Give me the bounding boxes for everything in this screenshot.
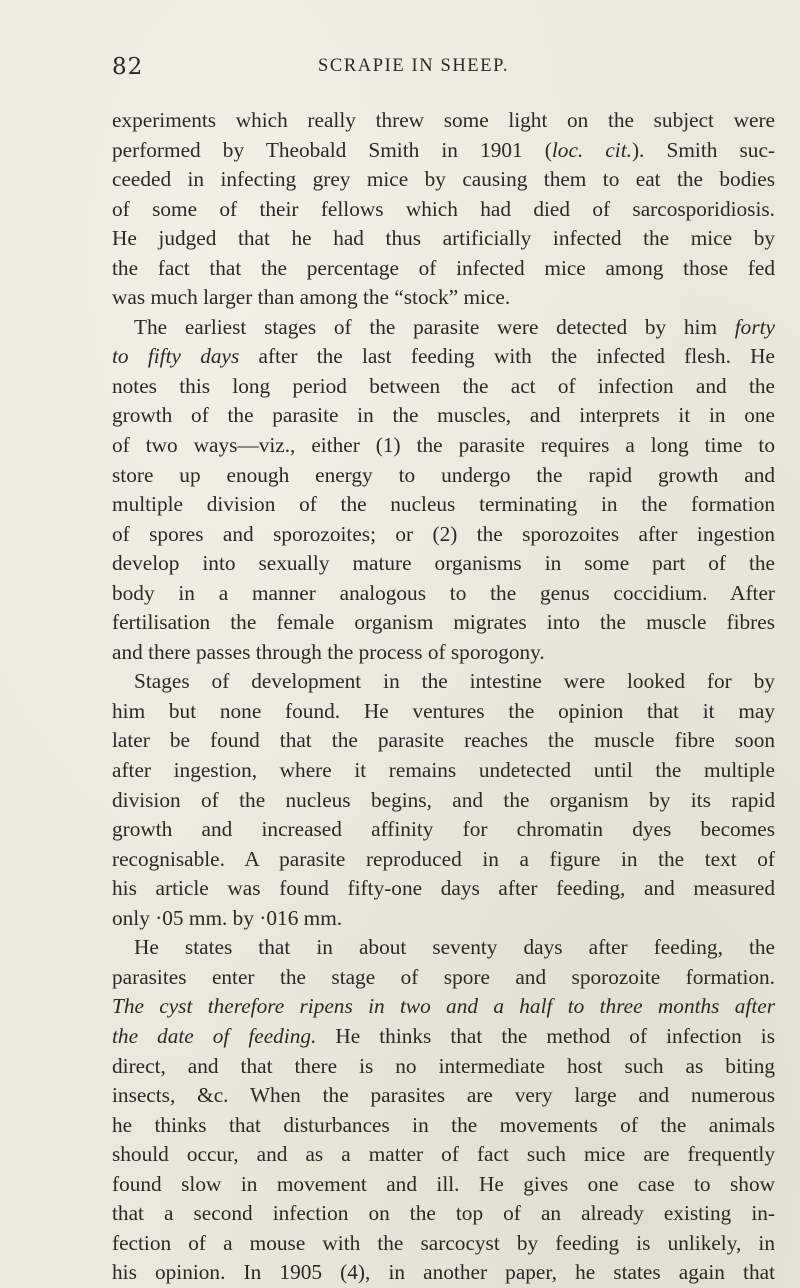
text-line: was much larger than among the “stock” mice.	[112, 285, 511, 310]
text-line	[112, 313, 775, 343]
text-line: and there passes through the process of sporogony.	[112, 639, 545, 664]
text-line: fertilisation the female organism migrates into the muscle fibres	[112, 610, 775, 635]
text-line: him but none found. He ventures the opinion that it may	[112, 698, 775, 723]
text-run: performed by Theobald Smith in 1901 (	[112, 137, 552, 162]
text-run: The earliest stages of the parasite were detected by him	[134, 314, 735, 339]
text-line: ceeded in infecting grey mice by causing them to eat the bodies	[112, 167, 775, 192]
text-line: multiple division of the nucleus terminating in the formation	[112, 492, 775, 517]
text-line: the fact that the percentage of infected mice among those fed	[112, 255, 775, 280]
text-line: growth of the parasite in the muscles, and interprets it in one	[112, 403, 775, 428]
text-line: parasites enter the stage of spore and sporozoite formation.	[112, 964, 775, 989]
italic-run: forty	[734, 314, 775, 339]
text-line: his opinion. In 1905 (4), in another paper, he states again that	[112, 1260, 775, 1285]
text-line: he thinks that disturbances in the movements of the animals	[112, 1112, 775, 1137]
text-line: should occur, and as a matter of fact such mice are frequently	[112, 1142, 775, 1167]
text-line: of some of their fellows which had died of sarcosporidiosis.	[112, 196, 775, 221]
text-run: after the last feeding with the infected flesh. He	[239, 344, 775, 369]
text-line: his article was found fifty-one days after feeding, and measured	[112, 876, 775, 901]
text-line: division of the nucleus begins, and the organism by its rapid	[112, 787, 775, 812]
text-line: fection of a mouse with the sarcocyst by feeding is unlikely, in	[112, 1230, 775, 1255]
text-line: He states that in about seventy days after feeding, the	[134, 935, 775, 960]
text-line: of two ways—viz., either (1) the parasite requires a long time to	[112, 433, 775, 458]
page-number: 82	[112, 54, 144, 80]
text-line: store up enough energy to undergo the rapid growth and	[112, 462, 775, 487]
running-title: SCRAPIE IN SHEEP.	[318, 56, 510, 76]
text-line: found slow in movement and ill. He gives one case to show	[112, 1171, 775, 1196]
text-line: He judged that he had thus artificially infected the mice by	[112, 226, 775, 251]
running-head	[112, 54, 772, 84]
text-line: Stages of development in the intestine were looked for by	[134, 669, 775, 694]
text-line: after ingestion, where it remains undetected until the multiple	[112, 758, 775, 783]
text-run: He thinks that the method of infection is	[316, 1023, 775, 1048]
text-line: that a second infection on the top of an already existing in-	[112, 1201, 775, 1226]
italic-run: to fifty days	[112, 344, 240, 369]
text-line: recognisable. A parasite reproduced in a figure in the text of	[112, 846, 775, 871]
text-line: develop into sexually mature organisms in some part of the	[112, 551, 775, 576]
text-line: only ·05 mm. by ·016 mm.	[112, 905, 343, 930]
text-line: notes this long period between the act of infection and the	[112, 373, 775, 398]
text-line	[112, 342, 775, 372]
italic-run: The cyst therefore ripens in two and a half to three months after	[112, 994, 775, 1019]
body-text	[112, 106, 775, 1288]
italic-run: the date of feeding.	[112, 1023, 317, 1048]
text-line: insects, &c. When the parasites are very large and numerous	[112, 1083, 775, 1108]
text-run: ). Smith suc-	[631, 137, 775, 162]
text-line: later be found that the parasite reaches the muscle fibre soon	[112, 728, 775, 753]
text-line	[112, 136, 775, 166]
text-line	[112, 1022, 775, 1052]
text-line: body in a manner analogous to the genus coccidium. After	[112, 580, 775, 605]
text-line: of spores and sporozoites; or (2) the sporozoites after ingestion	[112, 521, 775, 546]
text-line: growth and increased affinity for chromatin dyes becomes	[112, 817, 775, 842]
text-line	[112, 992, 775, 1022]
text-line: direct, and that there is no intermediate host such as biting	[112, 1053, 775, 1078]
italic-run: loc. cit.	[551, 137, 632, 162]
text-line: experiments which really threw some light on the subject were	[112, 108, 775, 132]
